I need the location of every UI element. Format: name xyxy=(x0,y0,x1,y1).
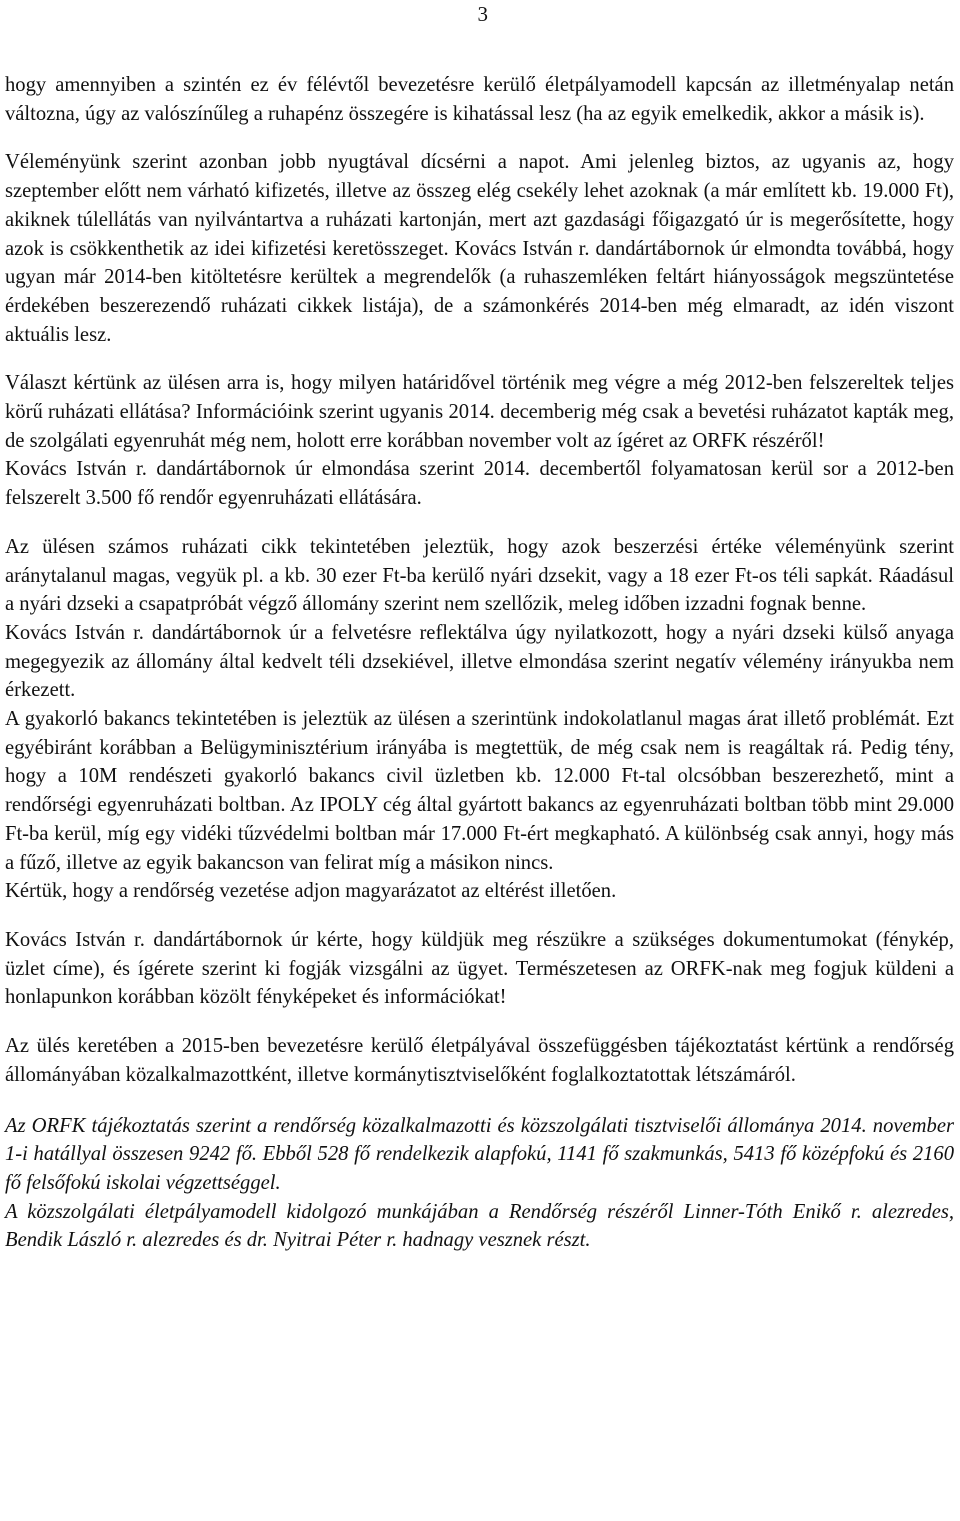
paragraph-eletpalya-letszam: Az ülés keretében a 2015-ben bevezetésre kerülő életpályával összefüggésben tájékoztatást kértünk a rendőrség állományában közalkalmazottként, illetve kormánytisztviselőként foglalkoztatottak létszámáról. xyxy=(5,1035,954,1086)
paragraph-magyarazat-keres: Kértük, hogy a rendőrség vezetése adjon magyarázatot az eltérést illetően. xyxy=(5,880,617,903)
paragraph-velemenyunk: Véleményünk szerint azonban jobb nyugtával dícsérni a napot. Ami jelenleg biztos, az ugyanis az, hogy szeptember előtt nem várható kifizetés, illetve az összeg elég csekély lehet azoknak (a már említett kb. 19.000 Ft), akiknek túlellátás van nyilvántartva a ruházati kartonján, mert azt gazdasági főigazgató úr is megerősítette, hogy azok is csökkenthetik az idei kifizetési keretösszeget. Kovács István r. dandártábornok úr elmondta továbbá, hogy ugyan már 2014-ben kitöltetésre kerültek a megrendelők (a ruhaszemléken feltárt hiányosságok megszüntetése érdekében beszerezendő ruházati cikkek listája), de a számonkérés 2014-ben még elmaradt, az idén viszont aktuális lesz. xyxy=(5,151,954,346)
paragraph-kovacs-dzseki: Kovács István r. dandártábornok úr a felvetésre reflektálva úgy nyilatkozott, hogy a nyári dzseki külső anyaga megegyezik az állomány által kedvelt téli dzsekiével, illetve elmondása szerint negatív vélemény irányukba nem érkezett. xyxy=(5,621,954,702)
paragraph-ruhapenz-intro: hogy amennyiben a szintén ez év félévtől bevezetésre kerülő életpályamodell kapcsán az illetményalap netán változna, úgy az valószínűleg a ruhapénz összegére is kihatással lesz (ha az egyik emelkedik, akkor a másik is). xyxy=(5,74,954,125)
paragraph-kovacs-decembertol: Kovács István r. dandártábornok úr elmondása szerint 2014. decembertől folyamatosan kerül sor a 2012-ben felszerelt 3.500 fő rendőr egyenruházati ellátására. xyxy=(5,458,954,510)
paragraph-eletpalyamodell-resztvevok: A közszolgálati életpályamodell kidolgozó munkájában a Rendőrség részéről Linner-Tóth Enikő r. alezredes, Bendik László r. alezredes és dr. Nyitrai Péter r. hadnagy vesznek részt. xyxy=(5,1200,954,1252)
page-number: 3 xyxy=(477,2,488,26)
paragraph-gyakorlo-bakancs: A gyakorló bakancs tekintetében is jeleztük az ülésen a szerintünk indokolatlanul magas árat illető problémát. Ezt egyébiránt korábban a Belügyminisztérium irányába is megtettük, de még csak nem is reagáltak rá. Pedig tény, hogy a 10M rendészeti gyakorló bakancs civil üzletben kb. 12.000 Ft-tal olcsóbban beszerezhető, mint a rendőrségi egyenruházati boltban. Az IPOLY cég által gyártott bakancs az egyenruházati boltban több mint 29.000 Ft-ba kerül, míg egy vidéki tűzvédelmi boltban már 17.000 Ft-ért megkapható. A különbség csak annyi, hogy más a fűző, illetve az egyik bakancson van felirat míg a másikon nincs. xyxy=(5,708,954,874)
document-body xyxy=(5,71,954,1255)
paragraph-orfk-tajekoztatas: Az ORFK tájékoztatás szerint a rendőrség közalkalmazotti és közszolgálati tisztviselői állománya 2014. november 1-i hatállyal összesen 9242 fő. Ebből 528 fő rendelkezik alapfokú, 1141 fő szakmunkás, 5413 fő középfokú és 2160 fő felsőfokú iskolai végzettséggel. xyxy=(5,1114,954,1194)
paragraph-valaszt-kertunk: Választ kértünk az ülésen arra is, hogy milyen határidővel történik meg végre a még 2012-ben felszereltek teljes körű ruházati ellátása? Információink szerint ugyanis 2014. decemberig még csak a bevetési ruházatot kapták meg, de szolgálati egyenruhát még nem, holott erre korábban november volt az ígéret az ORFK részéről! xyxy=(5,372,954,452)
paragraph-ruhazati-cikk-ar: Az ülésen számos ruházati cikk tekintetében jeleztük, hogy azok beszerzési értéke véleményünk szerint aránytalanul magas, vegyük pl. a kb. 30 ezer Ft-ba kerülő nyári dzsekit, vagy a 18 ezer Ft-os téli sapkát. Ráadásul a nyári dzseki a csapatpróbát végző állomány szerint nem szellőzik, meleg időben izzadni fognak benne. xyxy=(5,535,954,616)
paragraph-kovacs-dokumentumok: Kovács István r. dandártábornok úr kérte, hogy küldjük meg részükre a szükséges dokumentumokat (fénykép, üzlet címe), és ígérete szerint ki fogják vizsgálni az ügyet. Természetesen az ORFK-nak meg fogjuk küldeni a honlapunkon korábban közölt fényképeket és információkat! xyxy=(5,928,954,1009)
